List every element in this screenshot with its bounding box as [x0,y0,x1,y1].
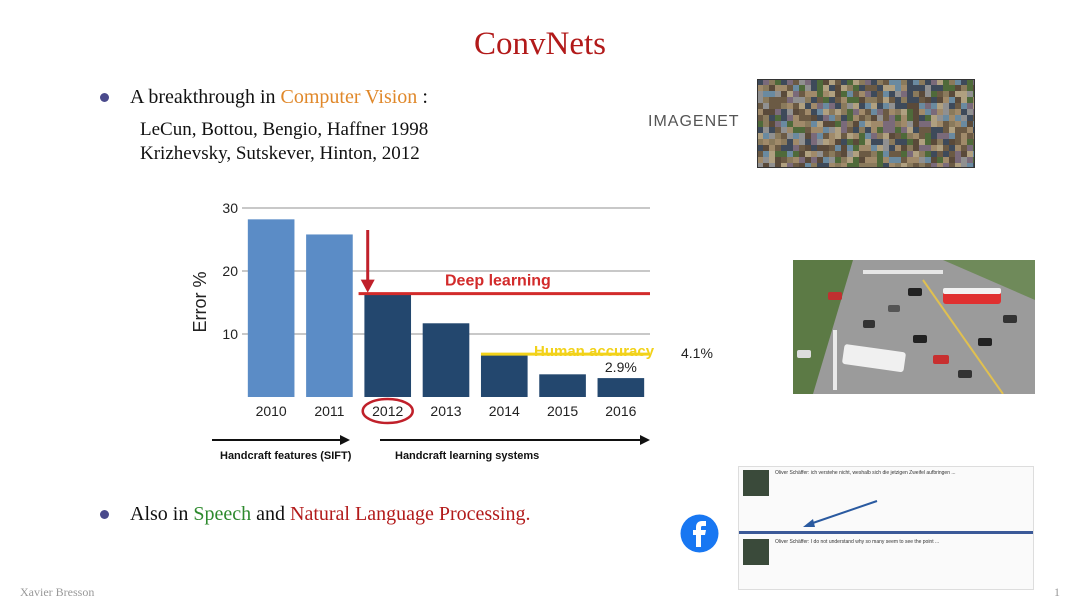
x-tick-label-2010: 2010 [255,403,287,419]
y-axis-label: Error % [190,271,210,333]
bar-2013 [423,323,470,397]
error-rate-chart [180,190,740,470]
traffic-scene-image [793,260,1035,394]
x-tick-label-2012: 2012 [372,403,404,419]
speech-highlight: Speech [193,503,252,525]
bullet2-suffix: . [525,503,531,525]
divider [739,531,1033,534]
era-label-learning: Handcraft learning systems [395,450,540,462]
x-tick-label-2015: 2015 [546,403,579,419]
page-number: 1 [1054,585,1060,599]
bullet2-prefix: Also in [130,503,189,525]
deep-learning-label: Deep learning [445,272,551,290]
bullet-prefix: A breakthrough in [130,86,276,108]
reference-lecun: LeCun, Bottou, Bengio, Haffner 1998 [140,119,429,140]
computer-vision-highlight: Computer Vision [280,86,418,108]
arrow-head [361,280,375,293]
bullet-dot [100,510,109,519]
era-arrow-head [640,435,650,445]
slide-title: ConvNets [474,26,606,62]
x-tick-label-2014: 2014 [488,403,520,419]
imagenet-logo: IMAGENET [648,113,740,130]
avatar [743,470,769,496]
y-tick-label: 10 [222,326,238,342]
human-accuracy-value: 4.1% [681,345,713,362]
footer-author: Xavier Bresson [20,585,95,599]
bar-2011 [306,234,353,397]
x-tick-label-2016: 2016 [605,403,637,419]
bar-annotation: 2.9% [604,359,637,376]
bar-2012 [364,294,411,397]
y-tick-label: 30 [222,200,238,216]
facebook-posts-screenshot [738,466,1034,590]
facebook-post-1: Oliver Schäffer: ich verstehe nicht, weshalb sich die jetzigen Zweifel aufbringen ... [775,470,956,476]
x-tick-label-2011: 2011 [314,403,345,419]
bullet-speech-nlp [130,503,530,526]
human-accuracy-label: Human accuracy [534,343,655,361]
era-arrow-head [340,435,350,445]
bullet2-middle: and [256,503,285,525]
bar-2016 [598,378,645,397]
imagenet-mosaic-image [757,79,975,168]
bar-2015 [539,374,586,397]
era-label-sift: Handcraft features (SIFT) [220,450,352,462]
bar-2010 [248,219,295,397]
facebook-icon [680,514,719,553]
nlp-highlight: Natural Language Processing [290,503,526,525]
arrow-icon [799,499,879,529]
bullet-dot [100,93,109,102]
avatar [743,539,769,565]
facebook-post-2: Oliver Schäffer: I do not understand why so many seem to see the point ... [775,539,940,545]
bullet-suffix: : [422,86,428,108]
reference-krizhevsky: Krizhevsky, Sutskever, Hinton, 2012 [140,143,420,164]
bar-2014 [481,355,528,397]
x-tick-label-2013: 2013 [430,403,462,419]
bullet-computer-vision [130,86,428,109]
y-tick-label: 20 [222,263,238,279]
